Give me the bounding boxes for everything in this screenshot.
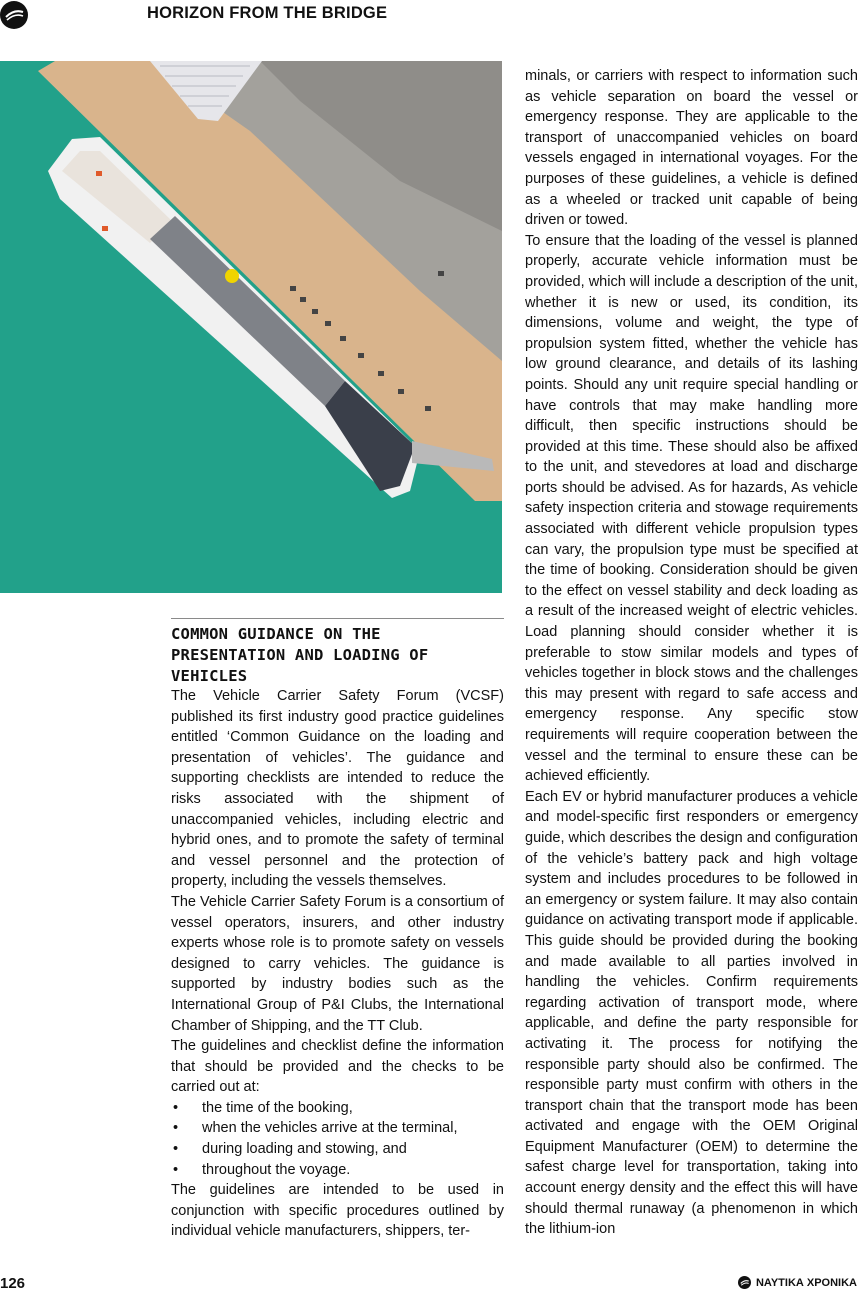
right-text-column (525, 66, 858, 1240)
paragraph: To ensure that the loading of the vessel is planned properly, accurate vehicle information must be provided, which will include a description of the unit, whether it is new or used, its condition, its dimensions, volume and weight, the type of propulsion system fitted, whether the vehicle has low ground clearance, and details of its lashing points. Should any unit require special handling or have controls that may make handling more difficult, then specific instructions should be provided at this time. These should also be affixed to the unit, and stevedores at load and discharge ports should be advised. As for hazards, As vehicle safety inspection criteria and stowage requirements associated with different vehicle propulsion types can vary, the propulsion type must be specified at the time of booking. Consideration should be given to the effect on vessel stability and deck loading as a result of the increased weight of electric vehicles. Load planning should consider whether it is preferable to stow similar models and types of vehicles together in block stows and the challenges this may present with regard to safe access and emergency response. Any specific stow requirements will require cooperation between the vessel and the terminal to ensure these can be achieved efficiently. (525, 232, 858, 785)
ship-aerial-photo (0, 61, 502, 593)
publication-title: ΝΑΥΤΙΚΑ ΧΡΟΝΙΚΑ (755, 1276, 857, 1289)
list-item: • the time of the booking, (171, 1098, 504, 1119)
publication-name (738, 1276, 857, 1289)
paragraph: minals, or carriers with respect to information such as vehicle separation on board the vessel or emergency response. They are applicable to the transport of unaccompanied vehicles on board vessels engaged in international voyages. For the purposes of these guidelines, a vehicle is defined as a wheeled or tracked unit capable of being driven or towed. (525, 68, 858, 229)
page-number: 126 (0, 1275, 26, 1292)
list-item: • throughout the voyage. (171, 1160, 504, 1181)
checkpoint-list (171, 1098, 504, 1180)
paragraph: Each EV or hybrid manufacturer produces a vehicle and model-specific first responders or emergency guide, which describes the design and configuration of the vehicle’s battery pack and high voltage system and includes procedures to be followed in an emergency or system failure. It may also contain guidance on activating transport mode if applicable. This guide should be provided during the booking and made available to all parties involved in handling the vehicles. Confirm requirements regarding activation of transport mode, where applicable, and define the party responsible for activating it. The process for notifying the responsible party should also be confirmed. The responsible party must confirm with others in the transport chain that the transport mode has been activated and engage with the OEM Original Equipment Manufacturer (OEM) to determine the safest charge level for transportation, taking into account energy density and the effect this will have should thermal runaway (a phenomenon in which the lithium-ion (525, 788, 858, 1238)
publication-logo-icon (738, 1276, 751, 1289)
article-heading: COMMON GUIDANCE ON THE PRESENTATION AND LOADING OF VEHICLES (171, 625, 429, 685)
paragraph: The guidelines and checklist define the information that should be provided and the checks to be carried out at: (171, 1038, 504, 1096)
list-item: • during loading and stowing, and (171, 1139, 504, 1160)
left-text-column (171, 686, 504, 1242)
paragraph: The Vehicle Carrier Safety Forum (VCSF) published its first industry good practice guidelines entitled ‘Common Guidance on the loading and presentation of vehicles’. The guidance and supporting checklists are intended to reduce the risks associated with the shipment of unaccompanied vehicles, including electric and hybrid ones, and to promote the safety of terminal and vessel personnel and the protection of property, including the vessels themselves. (171, 688, 504, 890)
paragraph: The guidelines are intended to be used in conjunction with specific procedures outlined by individual vehicle manufacturers, shippers, ter- (171, 1182, 504, 1240)
heading-divider (171, 618, 504, 619)
list-item: • when the vehicles arrive at the terminal, (171, 1118, 504, 1139)
publication-logo-icon (0, 1, 28, 29)
paragraph: The Vehicle Carrier Safety Forum is a consortium of vessel operators, insurers, and other industry experts whose role is to promote safety on vessels designed to carry vehicles. The guidance is supported by industry bodies such as the International Group of P&I Clubs, the International Chamber of Shipping, and the TT Club. (171, 893, 504, 1034)
section-title: HORIZON FROM THE BRIDGE (147, 4, 388, 22)
